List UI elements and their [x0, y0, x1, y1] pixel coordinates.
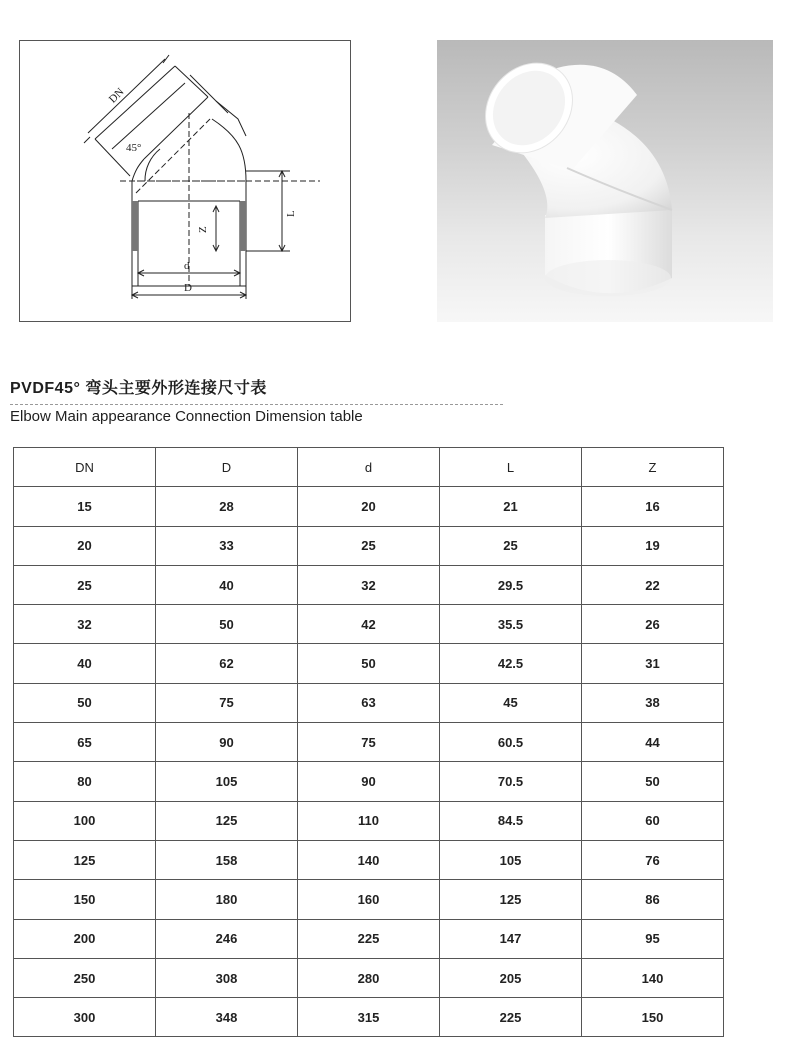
table-cell: 25: [14, 565, 156, 604]
table-cell: 70.5: [440, 762, 582, 801]
table-cell: 25: [298, 526, 440, 565]
table-cell: 45: [440, 683, 582, 722]
table-cell: 28: [156, 487, 298, 526]
table-cell: 308: [156, 958, 298, 997]
table-cell: 158: [156, 840, 298, 879]
table-cell: 105: [440, 840, 582, 879]
table-cell: 50: [582, 762, 724, 801]
table-cell: 105: [156, 762, 298, 801]
table-cell: 16: [582, 487, 724, 526]
table-cell: 31: [582, 644, 724, 683]
table-row: [14, 605, 724, 644]
table-cell: 19: [582, 526, 724, 565]
table-cell: 26: [582, 605, 724, 644]
table-cell: 90: [298, 762, 440, 801]
table-cell: 62: [156, 644, 298, 683]
table-cell: 60: [582, 801, 724, 840]
table-cell: 180: [156, 880, 298, 919]
table-row: [14, 723, 724, 762]
table-cell: 75: [298, 723, 440, 762]
column-header-outer-diameter: D: [156, 448, 298, 487]
table-cell: 80: [14, 762, 156, 801]
column-header-socket-depth: Z: [582, 448, 724, 487]
white-elbow-icon: [437, 40, 773, 322]
table-cell: 38: [582, 683, 724, 722]
column-header-inner-diameter: d: [298, 448, 440, 487]
table-cell: 90: [156, 723, 298, 762]
title-divider: [10, 404, 503, 405]
table-cell: 125: [156, 801, 298, 840]
table-cell: 348: [156, 998, 298, 1037]
table-cell: 95: [582, 919, 724, 958]
table-cell: 35.5: [440, 605, 582, 644]
table-cell: 125: [440, 880, 582, 919]
table-cell: 40: [156, 565, 298, 604]
d-label: d: [184, 260, 190, 272]
table-cell: 50: [14, 683, 156, 722]
elbow-outer-curve: [212, 119, 246, 181]
table-cell: 315: [298, 998, 440, 1037]
table-cell: 44: [582, 723, 724, 762]
table-cell: 42: [298, 605, 440, 644]
table-cell: 110: [298, 801, 440, 840]
table-cell: 250: [14, 958, 156, 997]
table-cell: 40: [14, 644, 156, 683]
angle-label: 45°: [126, 142, 142, 154]
dimension-table: [13, 447, 724, 1037]
table-cell: 150: [14, 880, 156, 919]
table-cell: 21: [440, 487, 582, 526]
table-cell: 200: [14, 919, 156, 958]
table-cell: 140: [298, 840, 440, 879]
table-cell: 300: [14, 998, 156, 1037]
table-cell: 75: [156, 683, 298, 722]
table-cell: 150: [582, 998, 724, 1037]
technical-drawing: [19, 40, 351, 322]
table-cell: 86: [582, 880, 724, 919]
table-header-row: [14, 448, 724, 487]
table-cell: 60.5: [440, 723, 582, 762]
table-row: [14, 762, 724, 801]
table-cell: 20: [298, 487, 440, 526]
product-photo: [437, 40, 773, 322]
table-cell: 76: [582, 840, 724, 879]
table-row: [14, 683, 724, 722]
table-cell: 147: [440, 919, 582, 958]
table-cell: 280: [298, 958, 440, 997]
table-cell: 20: [14, 526, 156, 565]
socket-wall-hatch-right: [240, 201, 246, 251]
table-cell: 50: [298, 644, 440, 683]
table-body: [14, 487, 724, 1037]
table-cell: 205: [440, 958, 582, 997]
table-row: [14, 565, 724, 604]
table-cell: 125: [14, 840, 156, 879]
table-title-english: Elbow Main appearance Connection Dimension table: [10, 408, 363, 425]
table-row: [14, 801, 724, 840]
table-row: [14, 998, 724, 1037]
column-header-dn: DN: [14, 448, 156, 487]
table-row: [14, 880, 724, 919]
table-title-chinese: PVDF45° 弯头主要外形连接尺寸表: [10, 380, 267, 397]
table-row: [14, 526, 724, 565]
dn-label: DN: [106, 85, 127, 106]
table-cell: 246: [156, 919, 298, 958]
table-cell: 100: [14, 801, 156, 840]
table-cell: 160: [298, 880, 440, 919]
table-cell: 50: [156, 605, 298, 644]
elbow-cross-section-diagram: [20, 41, 352, 323]
column-header-length: L: [440, 448, 582, 487]
table-row: [14, 644, 724, 683]
table-cell: 65: [14, 723, 156, 762]
table-cell: 33: [156, 526, 298, 565]
table-row: [14, 487, 724, 526]
table-cell: 225: [440, 998, 582, 1037]
socket-wall-hatch-left: [132, 201, 138, 251]
table-cell: 25: [440, 526, 582, 565]
table-cell: 32: [298, 565, 440, 604]
table-row: [14, 958, 724, 997]
z-label: Z: [197, 226, 209, 233]
table-cell: 22: [582, 565, 724, 604]
table-row: [14, 840, 724, 879]
table-cell: 225: [298, 919, 440, 958]
table-cell: 29.5: [440, 565, 582, 604]
table-cell: 15: [14, 487, 156, 526]
l-label: L: [285, 210, 297, 217]
table-cell: 84.5: [440, 801, 582, 840]
table-cell: 63: [298, 683, 440, 722]
big-d-label: D: [184, 282, 192, 294]
table-cell: 32: [14, 605, 156, 644]
table-cell: 140: [582, 958, 724, 997]
table-row: [14, 919, 724, 958]
table-cell: 42.5: [440, 644, 582, 683]
